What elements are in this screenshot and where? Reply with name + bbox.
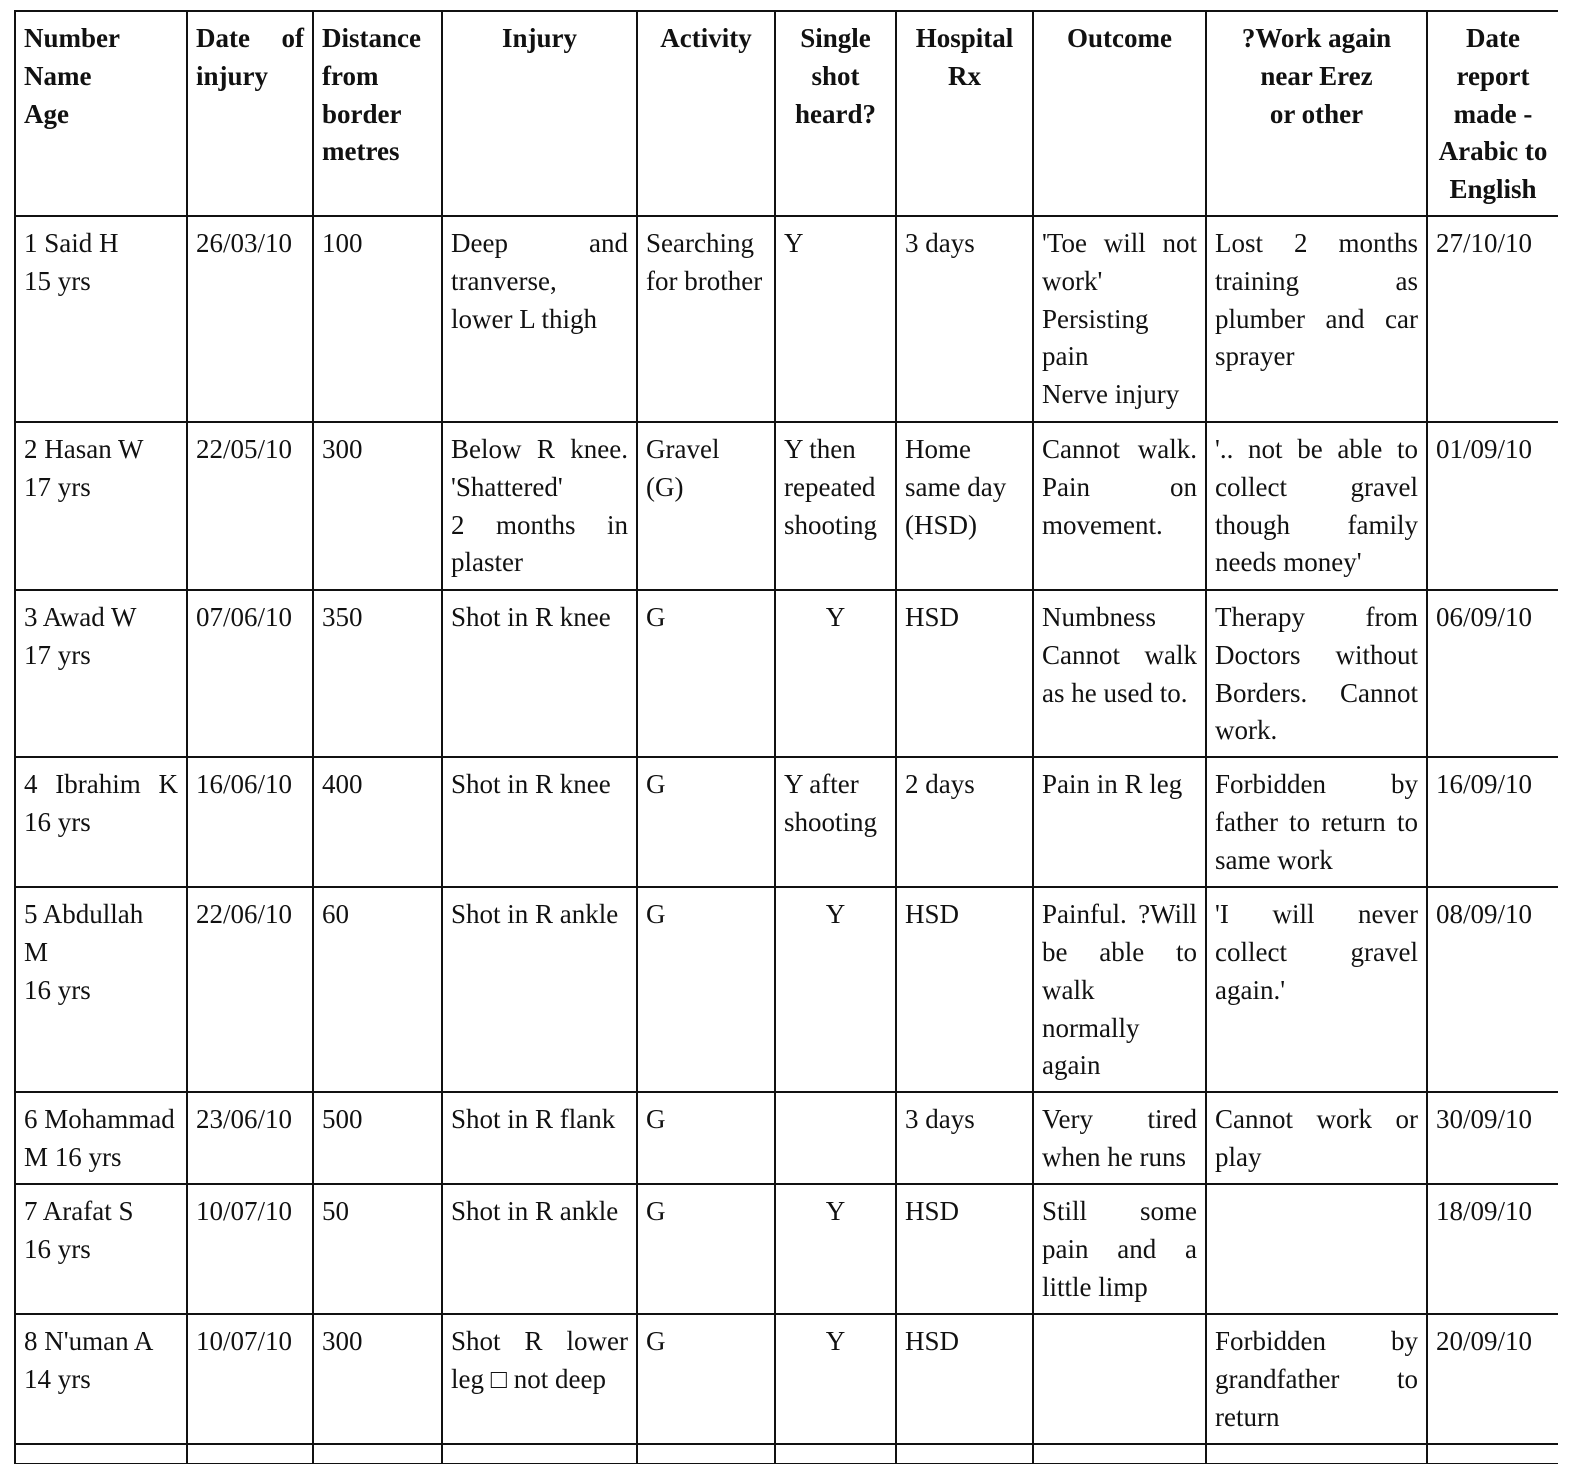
cell-single-shot <box>775 1314 896 1444</box>
header-line: Name <box>24 60 92 91</box>
cell-continuation <box>1033 1444 1206 1464</box>
cell-line: M 16 yrs <box>24 1141 122 1172</box>
cell-report-date: 20/09/10 <box>1427 1314 1558 1444</box>
cell-line: normally <box>1042 1012 1140 1043</box>
cell-line: 3 days <box>905 1104 975 1135</box>
cell-line: Pain on <box>1042 471 1197 502</box>
cell-line: HSD <box>905 602 960 632</box>
cell-line: 2 days <box>905 769 975 800</box>
cell-line: 'Toe will not <box>1042 228 1197 258</box>
cell-line: Doctors without <box>1215 639 1418 670</box>
cell-line: Shot in R ankle <box>451 899 619 930</box>
cell-continuation <box>896 1444 1033 1464</box>
table-row <box>15 216 1558 422</box>
cell-outcome <box>1033 216 1206 422</box>
cell-line: plaster <box>451 547 523 578</box>
cell-line: tranverse, <box>451 265 557 296</box>
cell-date-of-injury: 26/03/10 <box>187 216 313 422</box>
header-row <box>15 11 1558 216</box>
cell-line: shooting <box>784 806 878 837</box>
cell-date-of-injury: 07/06/10 <box>187 590 313 757</box>
table-row <box>15 757 1558 887</box>
cell-hospital <box>896 1184 1033 1314</box>
document-page <box>14 10 1558 1464</box>
cell-line: leg □ not deep <box>451 1363 607 1394</box>
table-row <box>15 590 1558 757</box>
cell-line: plumber and car <box>1215 303 1418 334</box>
cell-line: Cannot work or <box>1215 1104 1418 1135</box>
cell-line: G <box>646 1326 666 1357</box>
header-line: ?Work again <box>1241 23 1392 53</box>
cell-line: Y <box>784 228 804 258</box>
cell-continuation <box>442 1444 637 1464</box>
cell-line: G <box>646 1196 666 1227</box>
cell-number-name-age <box>15 1314 187 1444</box>
cell-line: M <box>24 936 49 967</box>
header-report-date <box>1427 11 1558 216</box>
cell-activity <box>637 590 775 757</box>
cell-distance: 350 <box>313 590 442 757</box>
header-line: Date of <box>196 23 304 53</box>
cell-line: Shot in R knee <box>451 769 611 800</box>
header-line: Distance <box>322 23 421 53</box>
cell-single-shot <box>775 590 896 757</box>
cell-work-again <box>1206 216 1427 422</box>
header-line: shot <box>811 60 860 91</box>
cell-line: 2 months in <box>451 509 628 540</box>
cell-line: 15 yrs <box>24 265 91 296</box>
cell-number-name-age <box>15 887 187 1092</box>
cell-work-again <box>1206 422 1427 590</box>
cell-single-shot <box>775 422 896 590</box>
cell-line: lower L thigh <box>451 303 597 334</box>
cell-continuation <box>15 1444 187 1464</box>
cell-distance: 50 <box>313 1184 442 1314</box>
header-line: heard? <box>795 98 876 129</box>
cell-line: Forbidden by <box>1215 1326 1418 1357</box>
cell-line: Shot in R flank <box>451 1104 616 1135</box>
cell-single-shot <box>775 757 896 887</box>
cell-report-date: 18/09/10 <box>1427 1184 1558 1314</box>
cell-outcome <box>1033 590 1206 757</box>
cell-line: G <box>646 769 666 800</box>
cell-continuation <box>1427 1444 1558 1464</box>
cell-line: 17 yrs <box>24 639 91 670</box>
cell-line: Y <box>825 1326 846 1357</box>
cell-activity <box>637 887 775 1092</box>
cell-line: 'I will never <box>1215 899 1418 930</box>
cell-activity <box>637 216 775 422</box>
cell-line: collect gravel <box>1215 471 1418 502</box>
cell-line: work' <box>1042 265 1103 296</box>
cell-line: Y after <box>784 769 859 800</box>
cell-line: Shot R lower <box>451 1326 628 1357</box>
cell-line: '.. not be able to <box>1215 434 1418 464</box>
cell-line: Still some <box>1042 1196 1197 1227</box>
cell-line: pain and a <box>1042 1233 1197 1264</box>
cell-outcome <box>1033 422 1206 590</box>
cell-line: G <box>646 899 666 930</box>
header-work-again <box>1206 11 1427 216</box>
cell-distance: 300 <box>313 422 442 590</box>
cell-line: training as <box>1215 265 1418 296</box>
cell-line: Searching <box>646 228 754 258</box>
cell-injury <box>442 1314 637 1444</box>
cell-report-date: 30/09/10 <box>1427 1092 1558 1184</box>
header-line: from <box>322 60 379 91</box>
cell-line: Forbidden by <box>1215 769 1418 800</box>
cell-line: play <box>1215 1141 1262 1172</box>
cell-line: 'Shattered' <box>451 471 563 502</box>
cell-date-of-injury: 22/06/10 <box>187 887 313 1092</box>
cell-line: HSD <box>905 1196 960 1227</box>
cell-line: father to return to <box>1215 806 1418 837</box>
cell-line: 5 Abdullah <box>24 899 144 930</box>
cell-line: Lost 2 months <box>1215 228 1418 258</box>
cell-line: Y <box>825 1196 846 1227</box>
cell-hospital <box>896 422 1033 590</box>
cell-line: 8 N'uman A <box>24 1326 154 1357</box>
cell-hospital <box>896 1092 1033 1184</box>
table-row <box>15 887 1558 1092</box>
cell-hospital <box>896 887 1033 1092</box>
cell-activity <box>637 1184 775 1314</box>
injury-table <box>14 10 1558 1464</box>
header-activity <box>637 11 775 216</box>
header-distance <box>313 11 442 216</box>
cell-line: same work <box>1215 844 1333 875</box>
cell-distance: 500 <box>313 1092 442 1184</box>
cell-line: shooting <box>784 509 878 540</box>
cell-line: 7 Arafat S <box>24 1196 134 1227</box>
cell-line: again.' <box>1215 974 1286 1005</box>
cell-line: Numbness <box>1042 602 1156 632</box>
cell-line: repeated <box>784 471 876 502</box>
cell-line: Therapy from <box>1215 602 1418 632</box>
header-hospital <box>896 11 1033 216</box>
header-number-name-age <box>15 11 187 216</box>
table-row-continuation <box>15 1444 1558 1464</box>
cell-line: walk <box>1042 974 1095 1005</box>
cell-activity <box>637 1314 775 1444</box>
cell-date-of-injury: 10/07/10 <box>187 1184 313 1314</box>
cell-hospital <box>896 216 1033 422</box>
cell-activity <box>637 1092 775 1184</box>
cell-line: G <box>646 1104 666 1135</box>
cell-line: Y then <box>784 434 856 464</box>
cell-hospital <box>896 1314 1033 1444</box>
cell-number-name-age <box>15 590 187 757</box>
cell-work-again <box>1206 1184 1427 1314</box>
header-line: English <box>1449 174 1537 205</box>
cell-report-date: 06/09/10 <box>1427 590 1558 757</box>
cell-activity <box>637 757 775 887</box>
cell-line: movement. <box>1042 509 1163 540</box>
cell-single-shot <box>775 887 896 1092</box>
cell-line: HSD <box>905 899 960 930</box>
cell-line: Painful. ?Will <box>1042 899 1197 930</box>
cell-line: Below R knee. <box>451 434 628 464</box>
header-line: Number <box>24 23 120 53</box>
cell-line: pain <box>1042 341 1089 372</box>
cell-line: Borders. Cannot <box>1215 677 1418 708</box>
cell-line: when he runs <box>1042 1141 1186 1172</box>
cell-injury <box>442 216 637 422</box>
header-line: made - <box>1453 98 1533 129</box>
table-row <box>15 422 1558 590</box>
cell-number-name-age <box>15 216 187 422</box>
cell-line: again <box>1042 1050 1101 1081</box>
cell-line: 16 yrs <box>24 806 91 837</box>
cell-line: Persisting <box>1042 303 1149 334</box>
cell-number-name-age <box>15 1092 187 1184</box>
cell-single-shot <box>775 216 896 422</box>
cell-line: work. <box>1215 715 1278 746</box>
cell-report-date: 01/09/10 <box>1427 422 1558 590</box>
cell-injury <box>442 1184 637 1314</box>
cell-distance: 400 <box>313 757 442 887</box>
cell-line: G <box>646 602 666 632</box>
header-line: near Erez <box>1260 60 1373 91</box>
header-line: Single <box>800 23 871 53</box>
table-body <box>15 216 1558 1464</box>
cell-outcome <box>1033 1314 1206 1444</box>
cell-number-name-age <box>15 1184 187 1314</box>
cell-continuation <box>1206 1444 1427 1464</box>
cell-work-again <box>1206 1092 1427 1184</box>
cell-line: Very tired <box>1042 1104 1197 1135</box>
header-line: or other <box>1269 98 1364 129</box>
cell-injury <box>442 422 637 590</box>
cell-distance: 300 <box>313 1314 442 1444</box>
cell-line: as he used to. <box>1042 677 1188 708</box>
header-line: Age <box>24 98 69 129</box>
cell-line: 14 yrs <box>24 1363 91 1394</box>
cell-line: little limp <box>1042 1271 1148 1302</box>
cell-line: needs money' <box>1215 547 1362 578</box>
header-outcome <box>1033 11 1206 216</box>
cell-hospital <box>896 590 1033 757</box>
cell-line: 1 Said H <box>24 228 119 258</box>
cell-date-of-injury: 16/06/10 <box>187 757 313 887</box>
cell-activity <box>637 422 775 590</box>
cell-line: Y <box>825 602 846 632</box>
header-line: Arabic to <box>1438 136 1548 167</box>
cell-line: Deep and <box>451 228 628 258</box>
header-line: Rx <box>948 60 981 91</box>
cell-date-of-injury: 22/05/10 <box>187 422 313 590</box>
table-row <box>15 1314 1558 1444</box>
header-line: border <box>322 98 402 129</box>
cell-line: Cannot walk <box>1042 639 1197 670</box>
cell-injury <box>442 1092 637 1184</box>
header-line: Activity <box>660 23 752 53</box>
cell-number-name-age <box>15 422 187 590</box>
header-date-of-injury <box>187 11 313 216</box>
cell-hospital <box>896 757 1033 887</box>
cell-distance: 60 <box>313 887 442 1092</box>
cell-line: return <box>1215 1401 1280 1432</box>
cell-continuation <box>187 1444 313 1464</box>
cell-line: 16 yrs <box>24 1233 91 1264</box>
cell-number-name-age <box>15 757 187 887</box>
cell-outcome <box>1033 887 1206 1092</box>
cell-line: Y <box>825 899 846 930</box>
cell-line: Gravel <box>646 434 720 464</box>
cell-date-of-injury: 10/07/10 <box>187 1314 313 1444</box>
cell-line: sprayer <box>1215 341 1295 372</box>
cell-line: 17 yrs <box>24 471 91 502</box>
cell-line: for brother <box>646 265 763 296</box>
cell-line: 3 days <box>905 228 975 258</box>
header-line: report <box>1456 60 1530 91</box>
header-line: injury <box>196 60 269 91</box>
cell-line: Cannot walk. <box>1042 434 1197 464</box>
cell-line: 6 Mohammad <box>24 1104 175 1135</box>
cell-line: grandfather to <box>1215 1363 1418 1394</box>
header-line: Outcome <box>1067 23 1172 53</box>
cell-report-date: 27/10/10 <box>1427 216 1558 422</box>
cell-line: (HSD) <box>905 509 977 540</box>
cell-report-date: 16/09/10 <box>1427 757 1558 887</box>
cell-date-of-injury: 23/06/10 <box>187 1092 313 1184</box>
header-line: Hospital <box>915 23 1014 53</box>
cell-line: Shot in R ankle <box>451 1196 619 1227</box>
header-line: Date <box>1466 23 1520 53</box>
cell-line: though family <box>1215 509 1418 540</box>
table-row <box>15 1184 1558 1314</box>
cell-injury <box>442 887 637 1092</box>
cell-distance: 100 <box>313 216 442 422</box>
cell-line: same day <box>905 471 1007 502</box>
cell-outcome <box>1033 1092 1206 1184</box>
cell-outcome <box>1033 1184 1206 1314</box>
header-line: metres <box>322 136 400 167</box>
header-single-shot <box>775 11 896 216</box>
cell-line: 3 Awad W <box>24 602 137 632</box>
cell-line: 16 yrs <box>24 974 91 1005</box>
cell-injury <box>442 757 637 887</box>
cell-line: HSD <box>905 1326 960 1357</box>
cell-line: Shot in R knee <box>451 602 611 632</box>
cell-report-date: 08/09/10 <box>1427 887 1558 1092</box>
cell-line: Home <box>905 434 971 464</box>
cell-line: collect gravel <box>1215 936 1418 967</box>
cell-work-again <box>1206 757 1427 887</box>
header-injury <box>442 11 637 216</box>
cell-line: (G) <box>646 471 684 502</box>
cell-work-again <box>1206 887 1427 1092</box>
table-row <box>15 1092 1558 1184</box>
header-line: Injury <box>501 23 577 53</box>
cell-injury <box>442 590 637 757</box>
cell-continuation <box>313 1444 442 1464</box>
cell-single-shot <box>775 1092 896 1184</box>
cell-continuation <box>775 1444 896 1464</box>
cell-line: 2 Hasan W <box>24 434 144 464</box>
cell-continuation <box>637 1444 775 1464</box>
cell-line: 4 Ibrahim K <box>24 769 178 800</box>
cell-line: Nerve injury <box>1042 379 1180 410</box>
cell-line: Pain in R leg <box>1042 769 1183 800</box>
cell-work-again <box>1206 1314 1427 1444</box>
cell-single-shot <box>775 1184 896 1314</box>
cell-line: be able to <box>1042 936 1197 967</box>
cell-outcome <box>1033 757 1206 887</box>
cell-work-again <box>1206 590 1427 757</box>
